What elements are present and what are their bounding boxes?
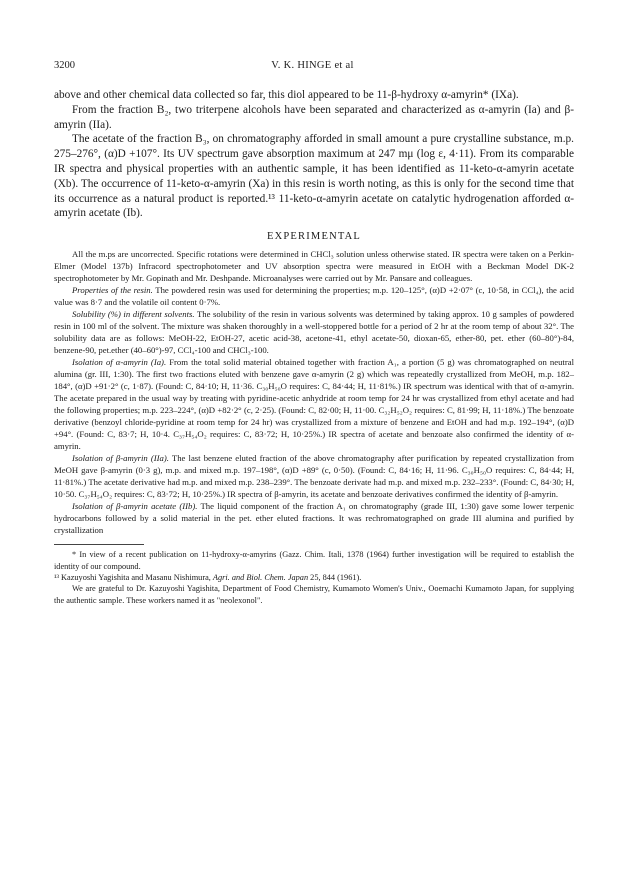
section-heading-experimental: EXPERIMENTAL	[266, 231, 362, 243]
experimental-paragraph-beta-amyrin	[54, 452, 574, 500]
experimental-paragraph-general	[54, 248, 574, 284]
experimental-paragraph-properties	[54, 284, 574, 308]
paragraph-text: The powdered resin was used for determining the properties; m.p. 120–125°, (α)D +2·07° (c, 10·58, in CCl₄), the acid value was 8·7 and the volatile oil content 0·7%.	[54, 285, 574, 308]
acknowledgement: We are grateful to Dr. Kazuyoshi Yagishita, Department of Food Chemistry, Kumamoto Women's Univ., Ooemachi Kumamoto Japan, for supplying the authentic sample. These workers named it as "neolexonol".	[54, 584, 574, 605]
paragraph-text: All the m.ps are uncorrected. Specific rotations were determined in CHCl₃ solution unless otherwise stated. IR spectra were taken on a Perkin-Elmer (Model 137b) Infracord spectrophotometer and UV absorption spectra were measured in EtOH with a Beckman Model DK-2 spectrophotometer by Mr. Gopinath and Mr. Deshpande. Microanalyses were carried out by Mr. Pansare and colleagues.	[54, 249, 574, 284]
experimental-paragraph-beta-amyrin-acetate	[54, 500, 574, 536]
reference-volume: 25, 844 (1961).	[308, 572, 362, 582]
reference-journal: Agri. and Biol. Chem. Japan	[212, 572, 309, 582]
run-in-heading: Properties of the resin.	[72, 285, 153, 296]
article-body	[54, 88, 574, 606]
paragraph-text: The liquid component of the fraction A₁ on chromatography (grade III, 1:30) gave some lower terpenic hydrocarbons followed by a solid material in the pet. ether eluted fractions. It was rechromatographed on grade III alumina and purified by crystallization	[54, 501, 574, 536]
page-number: 3200	[54, 60, 75, 71]
paragraph-text: The solubility of the resin in various solvents was determined by taking approx. 10 g samples of powdered resin in 100 ml of the solvent. The mixture was shaken thoroughly in a well-stoppered bottle for a period of 2 hr at the room temp of about 32°. The solubility data are as follows: MeOH-22, EtOH-27, acetic acid-38, acetone-41, ethyl acetate-50, dioxan-65, ether-80, pet. ether (60–80°)-84, benzene-90, pet.ether (40–60°)-97, CCl₄-100 and CHCl₃-100.	[54, 309, 575, 356]
intro-paragraph-3: The acetate of the fraction B₃, on chromatography afforded in small amount a pure crystalline substance, m.p. 275–276°, (α)D +107°. Its UV spectrum gave absorption maximum at 247 mμ (log ε, 4·11). From its comparable IR spectra and physical properties with an authentic sample, it has been identified as 11-keto-α-amyrin acetate (Xb). The occurrence of 11-keto-α-amyrin (Xa) in this resin is worth noting, as this is only for the second time that its occurrence as a natural product is reported.¹³ 11-keto-α-amyrin acetate on catalytic hydrogenation afforded α-amyrin acetate (Ib).	[54, 133, 574, 220]
run-in-heading: Isolation of α-amyrin (Ia).	[72, 357, 167, 368]
paragraph-text: The last benzene eluted fraction of the above chromatography after purification by repeated crystallization from MeOH gave β-amyrin (0·3 g), m.p. and mixed m.p. 197–198°, (α)D +89° (c, 0·50). (Found: C, 84·16; H, 11·96. C₃₀H₅₀O requires: C, 84·44; H, 11·81%.) The acetate derivative had m.p. and mixed m.p. 238–239°. The benzoate derivate had m.p. and mixed m.p. 232–233°. (Found: C, 84·30; H, 10·50. C₃₇H₅₄O₂ requires: C, 83·72; H, 10·25%.) IR spectra of β-amyrin, its acetate and benzoate derivatives confirmed the identity of β-amyrin.	[54, 453, 575, 500]
running-head: V. K. HINGE et al	[271, 60, 354, 71]
run-in-heading: Isolation of β-amyrin (IIa).	[72, 453, 169, 464]
run-in-heading: Solubility (%) in different solvents.	[72, 309, 195, 320]
experimental-paragraph-alpha-amyrin	[54, 356, 574, 452]
run-in-heading: Isolation of β-amyrin acetate (IIb).	[72, 501, 198, 512]
footnote-text: * In view of a recent publication on 11-hydroxy-α-amyrins (Gazz. Chim. Ital	[72, 550, 340, 560]
footnote-text-cont: i, 1378 (1964) further investigation will be required to establish the identity of our compound.	[54, 550, 574, 571]
reference-authors: ¹³ Kazuyoshi Yagishita and Masanu Nishimura,	[54, 572, 213, 582]
paragraph-text: From the total solid material obtained together with fraction A₁, a portion (5 g) was chromatographed on neutral alumina (gr. III, 1:30). The first two fractions eluted with benzene gave α-amyrin (2 g) which was repeatedly crystallized from MeOH, m.p. 182–184°, (α)D +91·2° (c, 1·87). (Found: C, 84·10; H, 11·36. C₃₀H₅₀O requires: C, 84·44; H, 11·81%.) IR spectrum was identical with that of α-amyrin. The acetate prepared in the usual way by treating with pyridine-acetic anhydride at room temp for 24 hr was crystallized from ethyl acetate and had the following properties; m.p. 223–224°, (α)D +82·2° (c, 2·25). (Found: C, 82·00; H, 11·00. C₃₂H₅₂O₂ requires: C, 81·99; H, 11·18%.) The benzoate derivative (benzoyl chloride-pyridine at room temp for 24 hr) was crystallized from a mixture of benzene and EtOH and had m.p. 192–194°, (α)D +94°. (Found: C, 83·7; H, 10·4. C₃₇H₅₄O₂ requires: C, 83·72; H, 10·25%.) IR spectra of acetate and benzoate also confirmed the identity of α-amyrin.	[54, 357, 574, 452]
intro-paragraph-1: above and other chemical data collected so far, this diol appeared to be 11-β-hydroxy α-amyrin* (IXa).	[54, 89, 519, 101]
intro-paragraph-2: From the fraction B₂, two triterpene alcohols have been separated and characterized as α-amyrin (Ia) and β-amyrin (IIa).	[54, 103, 574, 131]
footnote-reference-13	[54, 572, 574, 583]
footnote-divider	[54, 544, 144, 545]
footnote-star	[54, 549, 574, 572]
page-header	[54, 60, 571, 74]
experimental-paragraph-solubility	[54, 308, 574, 356]
